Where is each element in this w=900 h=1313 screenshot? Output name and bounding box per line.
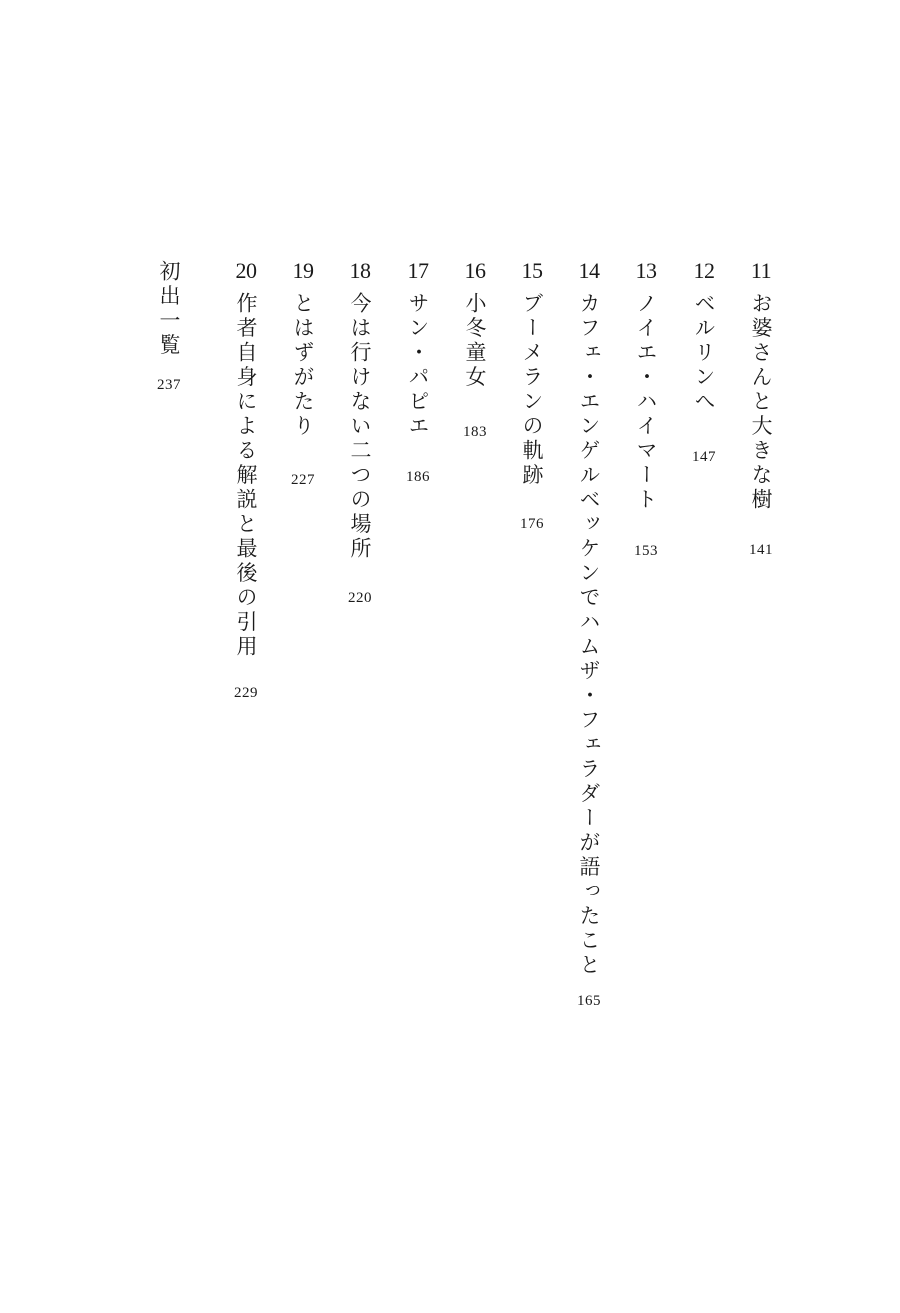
page-number: 220 bbox=[348, 590, 372, 606]
chapter-number: 11 bbox=[750, 258, 772, 283]
appendix-title: 初出一覧 bbox=[157, 260, 181, 358]
chapter-title: 今は行けない二つの場所 bbox=[348, 292, 372, 562]
chapter-number: 19 bbox=[292, 258, 314, 283]
page-number: 229 bbox=[234, 685, 258, 701]
chapter-number: 18 bbox=[349, 258, 371, 283]
page-number: 176 bbox=[520, 516, 544, 532]
page-number: 165 bbox=[577, 993, 601, 1009]
page-number: 237 bbox=[157, 377, 181, 393]
page-number: 227 bbox=[291, 472, 315, 488]
chapter-title: ブーメランの軌跡 bbox=[520, 292, 544, 488]
chapter-number: 16 bbox=[464, 258, 486, 283]
chapter-number: 12 bbox=[693, 258, 715, 283]
chapter-title: ベルリンへ bbox=[692, 292, 716, 415]
page-number: 183 bbox=[463, 424, 487, 440]
chapter-title: 作者自身による解説と最後の引用 bbox=[234, 292, 258, 660]
chapter-title: サン・パピエ bbox=[406, 292, 430, 439]
page-number: 141 bbox=[749, 542, 773, 558]
page-number: 186 bbox=[406, 469, 430, 485]
chapter-number: 20 bbox=[235, 258, 257, 283]
chapter-number: 13 bbox=[635, 258, 657, 283]
chapter-title: お婆さんと大きな樹 bbox=[749, 292, 773, 513]
chapter-number: 14 bbox=[578, 258, 600, 283]
page-number: 153 bbox=[634, 543, 658, 559]
chapter-number: 15 bbox=[521, 258, 543, 283]
chapter-title: ノイエ・ハイマート bbox=[634, 292, 658, 513]
chapter-title: カフェ・エンゲルベッケンでハムザ・フェラダーが語ったこと bbox=[577, 292, 601, 978]
chapter-title: とはずがたり bbox=[291, 292, 315, 439]
page-number: 147 bbox=[692, 449, 716, 465]
chapter-number: 17 bbox=[407, 258, 429, 283]
chapter-title: 小冬童女 bbox=[463, 292, 487, 390]
